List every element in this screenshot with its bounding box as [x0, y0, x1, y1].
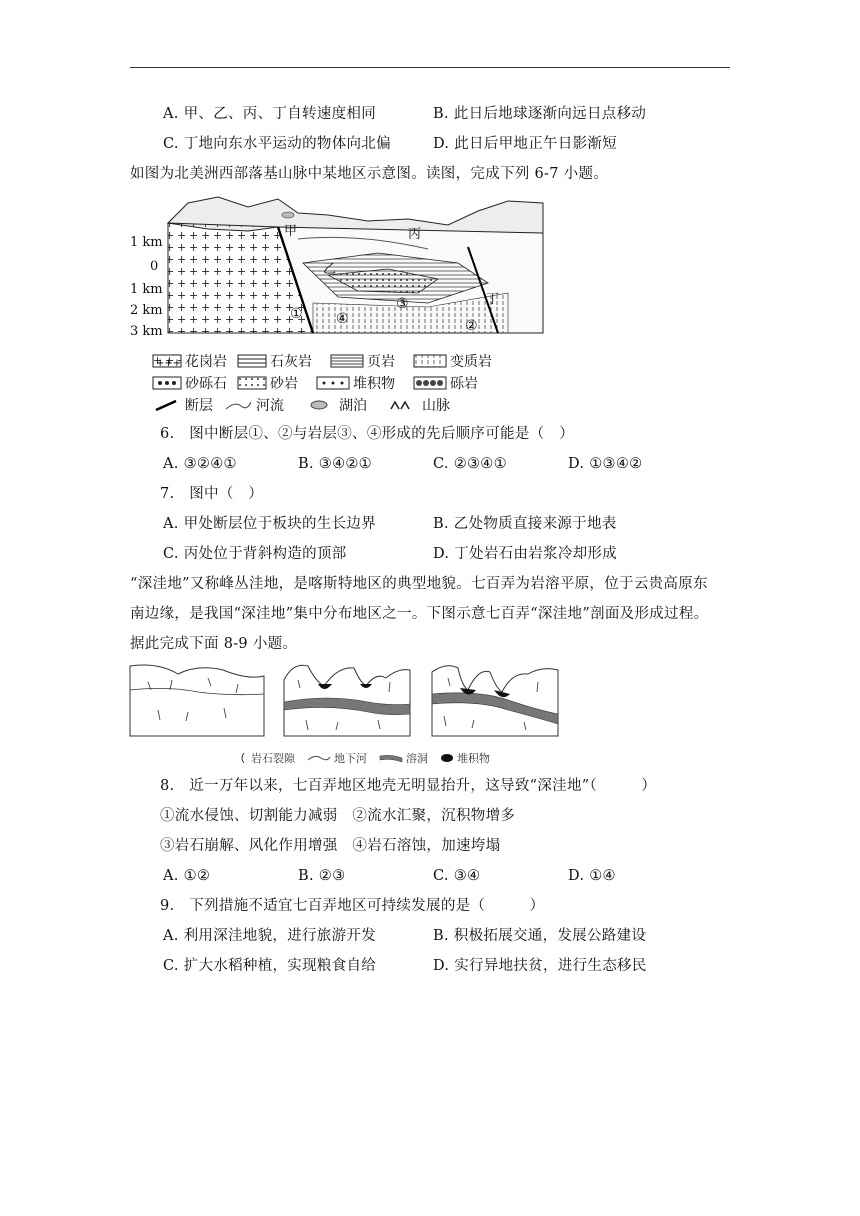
marker-3: ③	[396, 296, 409, 312]
intro-8-9-line1: “深洼地”又称峰丛洼地，是喀斯特地区的典型地貌。七百弄为岩溶平原，位于云贵高原东	[130, 576, 708, 592]
q9-option-a: A. 利用深洼地貌，进行旅游开发	[163, 928, 376, 944]
q7-option-d: D. 丁处岩石由岩浆冷却形成	[433, 546, 618, 562]
q9-option-b: B. 积极拓展交通，发展公路建设	[433, 928, 647, 944]
axis-label-2km: 2 km	[130, 303, 163, 318]
intro-8-9-line3: 据此完成下面 8-9 小题。	[130, 636, 298, 652]
marker-4: ④	[336, 311, 349, 327]
q8-option-a: A. ①②	[163, 868, 211, 884]
legend-row-3	[152, 395, 460, 415]
q8-statements-1: ①流水侵蚀、切割能力减弱 ②流水汇聚，沉积物增多	[160, 808, 516, 824]
q9-option-c: C. 扩大水稻种植，实现粮食自给	[163, 958, 377, 974]
legend-cave: 溶洞	[406, 752, 428, 765]
q5-option-b: B. 此日后地球逐渐向远日点移动	[433, 106, 647, 122]
q7-option-b: B. 乙处物质直接来源于地表	[433, 516, 617, 532]
axis-label-0: 0	[150, 259, 159, 274]
intro-6-7: 如图为北美洲西部落基山脉中某地区示意图。读图，完成下列 6-7 小题。	[130, 166, 609, 182]
svg-text:+++: +++	[156, 358, 182, 368]
legend-row-1	[152, 351, 502, 371]
legend-sandstone: 砂岩	[270, 376, 298, 392]
label-ding: 丁	[486, 292, 500, 307]
legend-metamorphic: 变质岩	[450, 354, 492, 370]
q8-option-c: C. ③④	[433, 868, 481, 884]
legend-underground-river: 地下河	[334, 752, 367, 765]
q8-option-d: D. ①④	[568, 868, 616, 884]
header-rule	[130, 67, 730, 68]
q9-stem: 9. 下列措施不适宜七百弄地区可持续发展的是（ ）	[160, 898, 545, 914]
legend-sediment: 堆积物	[457, 752, 490, 765]
q5-option-d: D. 此日后甲地正午日影渐短	[433, 136, 618, 152]
legend-rock-fissure: 岩石裂隙	[251, 752, 295, 765]
legend-row-2	[152, 373, 488, 393]
q6-option-a: A. ③②④①	[163, 456, 237, 472]
q7-stem: 7. 图中（ ）	[160, 486, 264, 502]
q6-option-b: B. ③④②①	[298, 456, 372, 472]
label-yi: 乙	[323, 262, 337, 277]
q7-option-c: C. 丙处位于背斜构造的顶部	[163, 546, 347, 562]
marker-1: ①	[290, 306, 303, 322]
axis-label-1km: 1 km	[130, 282, 163, 297]
label-bing: 丙	[408, 227, 422, 242]
q8-option-b: B. ②③	[298, 868, 346, 884]
legend-deposits: 堆积物	[353, 376, 395, 392]
q5-option-c: C. 丁地向东水平运动的物体向北偏	[163, 136, 391, 152]
q7-option-a: A. 甲处断层位于板块的生长边界	[163, 516, 376, 532]
q5-option-a: A. 甲、乙、丙、丁自转速度相同	[163, 106, 376, 122]
legend-river: 河流	[256, 398, 284, 414]
q6-option-c: C. ②③④①	[433, 456, 507, 472]
q6-stem: 6. 图中断层①、②与岩层③、④形成的先后顺序可能是（ ）	[160, 426, 575, 442]
legend-conglomerate: 砾岩	[450, 376, 478, 392]
q8-stem: 8. 近一万年以来，七百弄地区地壳无明显抬升，这导致“深洼地”（ ）	[160, 778, 657, 794]
karst-legend	[238, 750, 502, 766]
marker-2: ②	[465, 318, 478, 334]
legend-gravel: 砂砾石	[185, 376, 227, 392]
q8-statements-2: ③岩石崩解、风化作用增强 ④岩石溶蚀，加速垮塌	[160, 838, 501, 854]
label-jia: 甲	[284, 224, 298, 239]
legend-limestone: 石灰岩	[270, 354, 312, 370]
intro-8-9-line2: 南边缘，是我国“深洼地”集中分布地区之一。下图示意七百弄“深洼地”剖面及形成过程。	[130, 606, 709, 622]
axis-label-1km-above: 1 km	[130, 235, 163, 250]
legend-granite: 花岗岩	[185, 354, 227, 370]
rocky-mountain-block-diagram	[128, 193, 548, 345]
legend-lake: 湖泊	[339, 398, 367, 414]
karst-depression-profiles	[128, 660, 568, 740]
legend-mountain: 山脉	[422, 398, 450, 414]
axis-label-3km: 3 km	[130, 324, 163, 339]
legend-shale: 页岩	[367, 354, 395, 370]
legend-fault: 断层	[185, 398, 213, 414]
q6-option-d: D. ①③④②	[568, 456, 643, 472]
q9-option-d: D. 实行异地扶贫，进行生态移民	[433, 958, 647, 974]
